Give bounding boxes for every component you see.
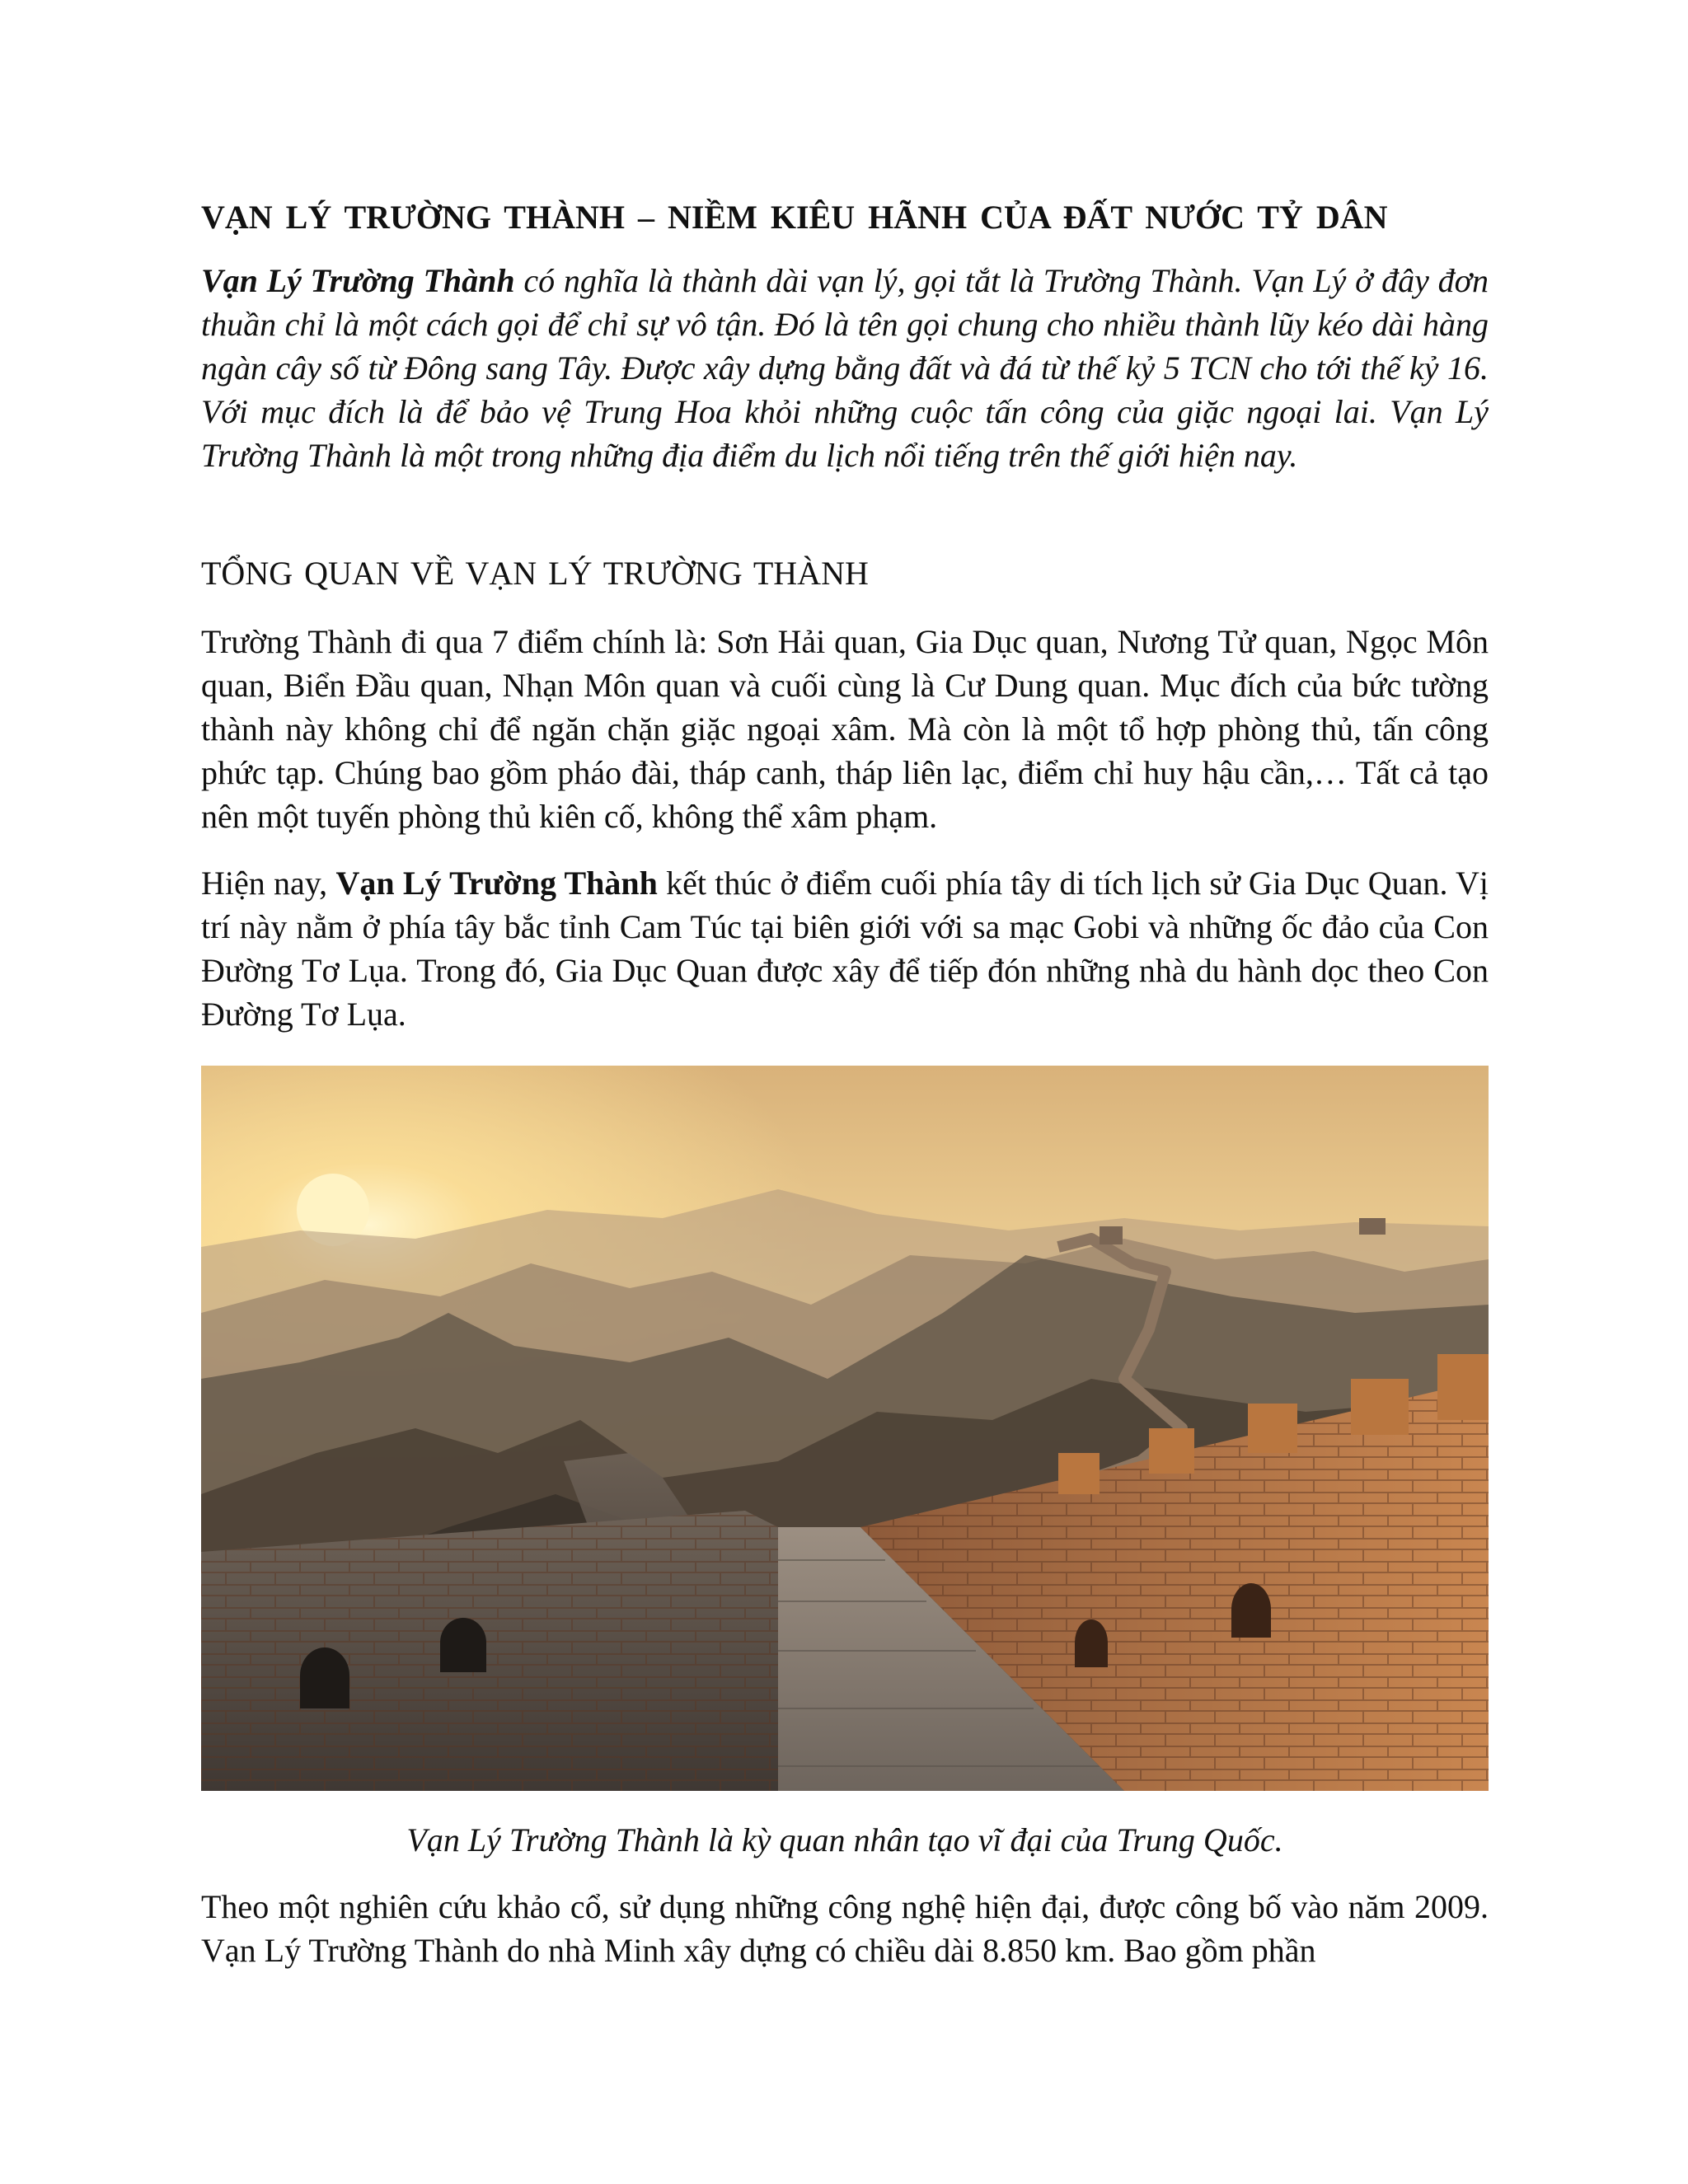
- paragraph-3: Theo một nghiên cứu khảo cổ, sử dụng những công nghệ hiện đại, được công bố vào năm 2009. Vạn Lý Trường Thành do nhà Minh xây dựng có chiều dài 8.850 km. Bao gồm phần: [201, 1888, 1489, 1969]
- intro-text: có nghĩa là thành dài vạn lý, gọi tắt là Trường Thành. Vạn Lý ở đây đơn thuần chỉ là một cách gọi để chỉ sự vô tận. Đó là tên gọi chung cho nhiều thành lũy kéo dài hàng ngàn cây số từ Đông sang Tây. Được xây dựng bằng đất và đá từ thế kỷ 5 TCN cho tới thế kỷ 16. Với mục đích là để bảo vệ Trung Hoa khỏi những cuộc tấn công của giặc ngoại lai. Vạn Lý Trường Thành là một trong những địa điểm du lịch nổi tiếng trên thế giới hiện nay.: [201, 262, 1489, 474]
- paragraph-2-lead: Hiện nay,: [201, 865, 336, 902]
- paragraph-1: Trường Thành đi qua 7 điểm chính là: Sơn Hải quan, Gia Dục quan, Nương Tử quan, Ngọc Môn quan, Biển Đầu quan, Nhạn Môn quan và cuối cùng là Cư Dung quan. Mục đích của bức tường thành này không chỉ để ngăn chặn giặc ngoại xâm. Mà còn là một tổ hợp phòng thủ, tấn công phức tạp. Chúng bao gồm pháo đài, tháp canh, tháp liên lạc, điểm chỉ huy hậu cần,… Tất cả tạo nên một tuyến phòng thủ kiên cố, không thể xâm phạm.: [201, 623, 1489, 835]
- great-wall-photo: [201, 1066, 1489, 1791]
- document-title: VẠN LÝ TRƯỜNG THÀNH – NIỀM KIÊU HÃNH CỦA ĐẤT NƯỚC TỶ DÂN: [201, 199, 1388, 236]
- paragraph-2-text: kết thúc ở điểm cuối phía tây di tích lịch sử Gia Dục Quan. Vị trí này nằm ở phía tây bắc tỉnh Cam Túc tại biên giới với sa mạc Gobi và những ốc đảo của Con Đường Tơ Lụa. Trong đó, Gia Dục Quan được xây để tiếp đón những nhà du hành dọc theo Con Đường Tơ Lụa.: [201, 865, 1489, 1033]
- paragraph-2-bold: Vạn Lý Trường Thành: [335, 865, 658, 902]
- watchtower-far-right: [1359, 1218, 1386, 1235]
- watchtower-distant: [1100, 1226, 1123, 1244]
- image-caption: Vạn Lý Trường Thành là kỳ quan nhân tạo vĩ đại của Trung Quốc.: [406, 1821, 1283, 1858]
- intro-paragraph: [201, 259, 1489, 477]
- section-heading: TỔNG QUAN VỀ VẠN LÝ TRƯỜNG THÀNH: [201, 555, 869, 592]
- paragraph-2: [201, 861, 1489, 1036]
- intro-bold-lead: Vạn Lý Trường Thành: [201, 262, 515, 299]
- great-wall-illustration: [201, 1066, 1489, 1791]
